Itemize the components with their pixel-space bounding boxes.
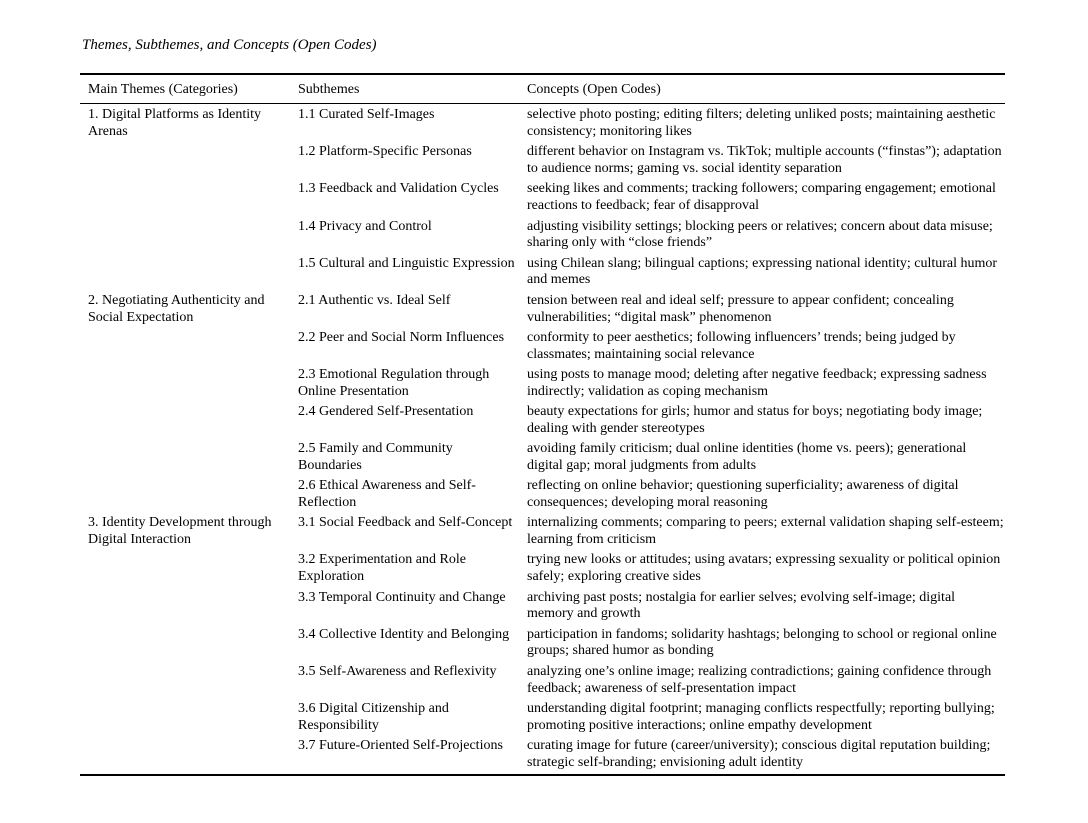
concepts-cell: conformity to peer aesthetics; following influencers’ trends; being judged by classmates; maintaining social relevance — [527, 329, 956, 362]
subtheme-cell: 2.6 Ethical Awareness and Self-Reflection — [298, 478, 476, 511]
main-theme-cell: 3. Identity Development through Digital Interaction — [88, 515, 272, 548]
concepts-cell: different behavior on Instagram vs. TikTok; multiple accounts (“finstas”); adaptation to audience norms; gaming vs. social identity separation — [527, 144, 1002, 177]
subtheme-cell: 1.4 Privacy and Control — [298, 218, 432, 234]
subtheme-cell: 2.5 Family and Community Boundaries — [298, 441, 453, 473]
table-title: Themes, Subthemes, and Concepts (Open Codes) — [82, 37, 377, 53]
concepts-cell: participation in fandoms; solidarity hashtags; belonging to school or regional online groups; shared humor as bonding — [527, 626, 997, 659]
concepts-cell: curating image for future (career/university); conscious digital reputation building; strategic self-branding; envisioning adult identity — [527, 737, 991, 770]
subtheme-cell: 3.5 Self-Awareness and Reflexivity — [298, 663, 497, 679]
concepts-cell: beauty expectations for girls; humor and status for boys; negotiating body image; dealing with gender stereotypes — [527, 404, 983, 436]
concepts-cell: archiving past posts; nostalgia for earlier selves; evolving self-image; digital memory and growth — [527, 589, 956, 622]
concepts-cell: reflecting on online behavior; questioning superficiality; awareness of digital consequences; developing moral reasoning — [527, 478, 959, 511]
concepts-cell: understanding digital footprint; managing conflicts respectfully; reporting bullying; promoting positive interactions; online empathy development — [527, 700, 995, 733]
concepts-cell: avoiding family criticism; dual online identities (home vs. peers); generational digital gap; moral judgments from adults — [527, 441, 967, 473]
concepts-cell: using Chilean slang; bilingual captions; expressing national identity; cultural humor and memes — [527, 255, 998, 288]
concepts-cell: tension between real and ideal self; pressure to appear confident; concealing vulnerabilities; “digital mask” phenomenon — [527, 292, 954, 325]
concepts-cell: selective photo posting; editing filters; deleting unliked posts; maintaining aesthetic consistency; monitoring likes — [527, 107, 996, 140]
subtheme-cell: 1.3 Feedback and Validation Cycles — [298, 181, 499, 197]
main-theme-cell: 2. Negotiating Authenticity and Social Expectation — [88, 292, 265, 325]
themes-table — [80, 73, 1005, 776]
table-row — [80, 289, 1005, 326]
subtheme-cell: 3.2 Experimentation and Role Exploration — [298, 552, 466, 585]
subtheme-cell: 2.2 Peer and Social Norm Influences — [298, 329, 505, 345]
concepts-cell: internalizing comments; comparing to peers; external validation shaping self-esteem; learning from criticism — [527, 515, 1004, 548]
subtheme-cell: 2.4 Gendered Self-Presentation — [298, 404, 474, 420]
subtheme-cell: 2.3 Emotional Regulation through Online Presentation — [298, 366, 490, 399]
concepts-cell: analyzing one’s online image; realizing contradictions; gaining confidence through feedback; awareness of self-presentation impact — [527, 663, 992, 696]
table-row — [80, 512, 1005, 549]
subtheme-cell: 3.7 Future-Oriented Self-Projections — [298, 737, 503, 753]
subtheme-cell: 1.1 Curated Self-Images — [298, 107, 435, 123]
column-header-subthemes: Subthemes — [298, 74, 527, 103]
subtheme-cell: 2.1 Authentic vs. Ideal Self — [298, 292, 451, 308]
subtheme-cell: 1.2 Platform-Specific Personas — [298, 144, 472, 160]
subtheme-cell: 3.1 Social Feedback and Self-Concept — [298, 515, 513, 531]
column-header-main-themes: Main Themes (Categories) — [80, 74, 298, 103]
concepts-cell: using posts to manage mood; deleting after negative feedback; expressing sadness indirectly; validation as coping mechanism — [527, 366, 987, 399]
concepts-cell: seeking likes and comments; tracking followers; comparing engagement; emotional reactions to feedback; fear of disapproval — [527, 181, 996, 214]
subtheme-cell: 3.6 Digital Citizenship and Responsibility — [298, 700, 449, 733]
table-row — [80, 103, 1005, 141]
column-header-concepts: Concepts (Open Codes) — [527, 74, 1005, 103]
subtheme-cell: 3.3 Temporal Continuity and Change — [298, 589, 506, 605]
concepts-cell: trying new looks or attitudes; using avatars; expressing sexuality or political opinion safely; exploring creative sides — [527, 552, 1001, 585]
subtheme-cell: 3.4 Collective Identity and Belonging — [298, 626, 510, 642]
concepts-cell: adjusting visibility settings; blocking peers or relatives; concern about data misuse; sharing only with “close friends” — [527, 218, 993, 251]
table-header-row — [80, 74, 1005, 103]
subtheme-cell: 1.5 Cultural and Linguistic Expression — [298, 255, 515, 271]
table-body — [80, 103, 1005, 775]
main-theme-cell: 1. Digital Platforms as Identity Arenas — [88, 107, 262, 140]
